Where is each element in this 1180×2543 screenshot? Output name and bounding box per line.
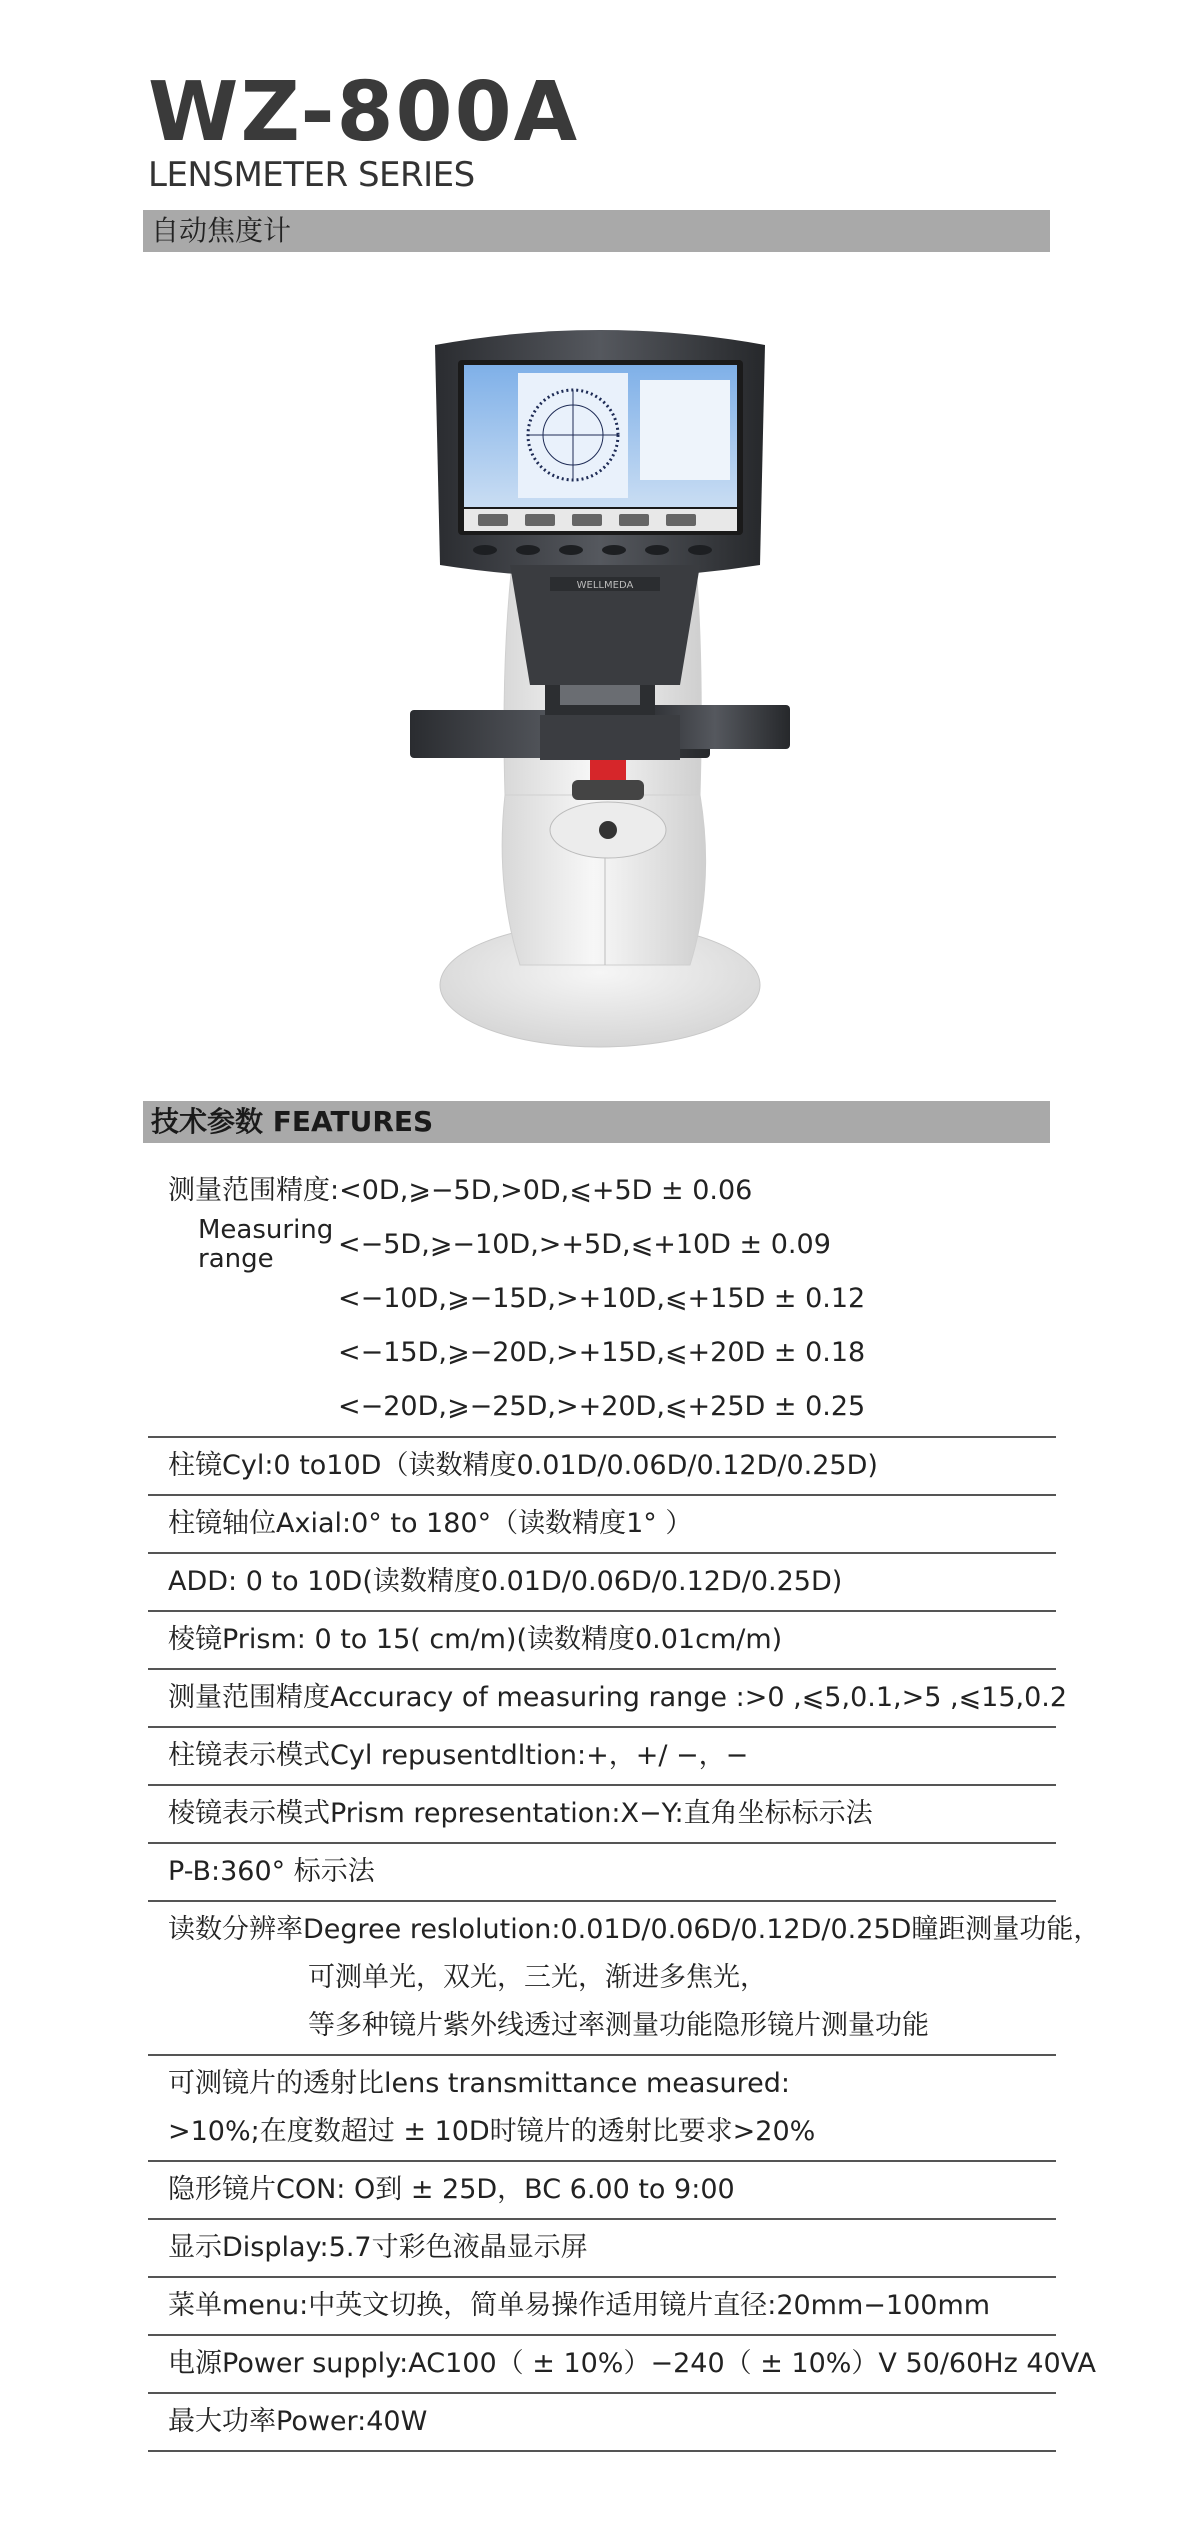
measuring-range-line: <−5D,⩾−10D,>+5D,⩽+10D ± 0.09 <box>338 1229 831 1260</box>
spec-prism <box>148 1612 1056 1670</box>
spec-resolution-line2: 可测单光，双光，三光，渐进多焦光， <box>308 1962 767 1993</box>
spec-transmittance-line1: 可测镜片的透射比lens transmittance measured: <box>168 2068 790 2099</box>
spec-accuracy-text: 测量范围精度Accuracy of measuring range :>0 ,⩽5,0.1,>5 ,⩽15,0.2 <box>168 1682 1068 1713</box>
measuring-range-line: <−20D,⩾−25D,>+20D,⩽+25D ± 0.25 <box>338 1391 866 1422</box>
spec-prism-mode-text: 棱镜表示模式Prism representation:X−Y:直角坐标标示法 <box>168 1798 873 1829</box>
spec-power-supply <box>148 2336 1096 2394</box>
measuring-label-2: range <box>198 1244 274 1274</box>
measuring-range-line: <−15D,⩾−20D,>+15D,⩽+20D ± 0.18 <box>338 1337 866 1368</box>
model-title: WZ-800A <box>148 65 580 160</box>
device-brand-label: WELLMEDA <box>576 580 634 591</box>
spec-resolution <box>148 1902 1101 2056</box>
series-subtitle: LENSMETER SERIES <box>148 155 475 195</box>
measuring-range-line: <−10D,⩾−15D,>+10D,⩽+15D ± 0.12 <box>338 1283 866 1314</box>
spec-menu-text: 菜单menu:中英文切换，简单易操作适用镜片直径:20mm−100mm <box>168 2290 991 2321</box>
spec-transmittance-line2: >10%;在度数超过 ± 10D时镜片的透射比要求>20% <box>168 2116 816 2147</box>
spec-axial-text: 柱镜轴位Axial:0° to 180°（读数精度1° ） <box>168 1508 693 1539</box>
spec-cyl-mode-text: 柱镜表示模式Cyl repusentdltion:+，+/ −，− <box>168 1740 749 1771</box>
category-band: 自动焦度计 <box>143 210 1050 252</box>
spec-add-text: ADD: 0 to 10D(读数精度0.01D/0.06D/0.12D/0.25D) <box>168 1566 843 1597</box>
spec-menu <box>148 2278 1056 2336</box>
spec-transmittance <box>148 2056 1056 2162</box>
spec-resolution-line1: 读数分辨率Degree reslolution:0.01D/0.06D/0.12D/0.25D瞳距测量功能， <box>168 1914 1101 1945</box>
measuring-label-1: Measuring <box>198 1215 334 1245</box>
spec-display-text: 显示Display:5.7寸彩色液晶显示屏 <box>168 2232 588 2263</box>
spec-add <box>148 1554 1056 1612</box>
spec-measuring-range <box>148 1160 1056 1438</box>
spec-contact <box>148 2162 1056 2220</box>
spec-pb-text: P-B:360° 标示法 <box>168 1856 375 1887</box>
spec-prism-text: 棱镜Prism: 0 to 15( cm/m)(读数精度0.01cm/m) <box>168 1624 783 1655</box>
measuring-range-title: 测量范围精度:<0D,⩾−5D,>0D,⩽+5D ± 0.06 <box>168 1175 753 1206</box>
spec-accuracy <box>148 1670 1068 1728</box>
spec-table <box>148 1160 1101 2452</box>
spec-cyl-mode <box>148 1728 1056 1786</box>
measuring-range-label <box>198 1216 333 1274</box>
features-heading: 技术参数 FEATURES <box>143 1101 1050 1143</box>
spec-cyl <box>148 1438 1056 1496</box>
spec-axial <box>148 1496 1056 1554</box>
spec-cyl-text: 柱镜Cyl:0 to10D（读数精度0.01D/0.06D/0.12D/0.25D) <box>168 1450 878 1481</box>
lensmeter-device-icon <box>400 325 800 1055</box>
spec-pb <box>148 1844 1056 1902</box>
spec-display <box>148 2220 1056 2278</box>
spec-resolution-line3: 等多种镜片紫外线透过率测量功能隐形镜片测量功能 <box>308 2010 929 2041</box>
spec-contact-text: 隐形镜片CON: O到 ± 25D，BC 6.00 to 9:00 <box>168 2174 735 2205</box>
spec-prism-mode <box>148 1786 1056 1844</box>
spec-power <box>148 2394 1056 2452</box>
spec-power-text: 最大功率Power:40W <box>168 2406 428 2437</box>
spec-power-supply-text: 电源Power supply:AC100（ ± 10%）−240（ ± 10%）V 50/60Hz 40VA <box>168 2348 1096 2379</box>
